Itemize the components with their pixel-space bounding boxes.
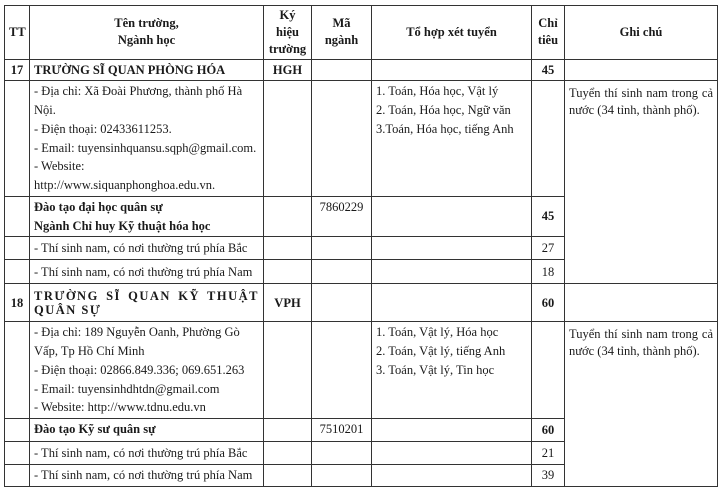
school-contact — [30, 81, 264, 197]
program-major-code: 7860229 — [312, 196, 372, 237]
school-code: HGH — [264, 59, 312, 81]
header-combo: Tổ hợp xét tuyển — [372, 6, 532, 60]
school-tt: 17 — [5, 59, 30, 81]
info-line: - Địa chỉ: Xã Đoài Phương, thành phố Hà Nội. — [34, 84, 243, 118]
quota-label: - Thí sinh nam, có nơi thường trú phía Nam — [30, 260, 264, 284]
combos-line: 2. Toán, Vật lý, tiếng Anh — [376, 344, 506, 359]
program-name-line: Đào tạo đại học quân sự — [34, 199, 163, 214]
program-name-line: Đào tạo Kỹ sư quân sự — [34, 422, 156, 437]
header-name — [30, 6, 264, 60]
header-major — [312, 6, 372, 60]
school-row — [5, 59, 718, 81]
header-quota — [532, 6, 565, 60]
school-contact — [30, 322, 264, 419]
note: Tuyển thí sinh nam trong cả nước (34 tỉnh, thành phố). — [565, 81, 718, 284]
school-quota: 45 — [532, 59, 565, 81]
header-code — [264, 6, 312, 60]
header-quota-text: Chỉ tiêu — [537, 16, 559, 48]
school-name: TRƯỜNG SĨ QUAN PHÒNG HÓA — [30, 59, 264, 81]
combos-line: 1. Toán, Hóa học, Vật lý — [376, 84, 499, 99]
quota-value: 27 — [532, 237, 565, 260]
school-name: TRƯỜNG SĨ QUAN KỸ THUẬT QUÂN SỰ — [30, 284, 264, 322]
subject-combos — [372, 322, 532, 419]
school-info-row — [5, 322, 718, 419]
header-tt: TT — [5, 6, 30, 60]
combos-line: 3. Toán, Vật lý, Tin học — [376, 362, 495, 377]
quota-value: 21 — [532, 442, 565, 465]
school-code: VPH — [264, 284, 312, 322]
info-line: - Điện thoại: 02866.849.336; 069.651.263 — [34, 362, 245, 377]
program-major-code: 7510201 — [312, 419, 372, 442]
school-quota: 60 — [532, 284, 565, 322]
subject-combos — [372, 81, 532, 197]
note: Tuyển thí sinh nam trong cả nước (34 tỉnh, thành phố). — [565, 322, 718, 487]
combos-line: 1. Toán, Vật lý, Hóa học — [376, 325, 499, 340]
info-line: - Điện thoại: 02433611253. — [34, 121, 172, 136]
info-line: - Địa chỉ: 189 Nguyễn Oanh, Phường Gò Vấp, Tp Hồ Chí Minh — [34, 325, 240, 359]
info-line: - Website: http://www.siquanphonghoa.edu.vn. — [34, 159, 216, 193]
info-line: - Email: tuyensinhdhtdn@gmail.com — [34, 381, 220, 396]
combos-line: 3.Toán, Hóa học, tiếng Anh — [376, 121, 514, 136]
info-line: - Email: tuyensinhquansu.sqph@gmail.com. — [34, 140, 257, 155]
header-code-text: Ký hiệu trường — [268, 8, 307, 56]
info-line: - Website: http://www.tdnu.edu.vn — [34, 400, 206, 415]
program-name — [30, 419, 264, 442]
program-name-line: Ngành Chỉ huy Kỹ thuật hóa học — [34, 218, 211, 233]
combos-line: 2. Toán, Hóa học, Ngữ văn — [376, 103, 511, 118]
program-name — [30, 196, 264, 237]
school-tt: 18 — [5, 284, 30, 322]
school-row — [5, 284, 718, 322]
program-quota: 60 — [532, 419, 565, 442]
quota-value: 39 — [532, 465, 565, 487]
quota-label: - Thí sinh nam, có nơi thường trú phía Nam — [30, 465, 264, 487]
admissions-table — [4, 5, 718, 487]
header-major-text: Mã ngành — [324, 16, 359, 48]
header-note: Ghi chú — [565, 6, 718, 60]
quota-label: - Thí sinh nam, có nơi thường trú phía Bắc — [30, 237, 264, 260]
quota-value: 18 — [532, 260, 565, 284]
school-info-row — [5, 81, 718, 197]
quota-label: - Thí sinh nam, có nơi thường trú phía Bắc — [30, 442, 264, 465]
program-quota: 45 — [532, 196, 565, 237]
header-name-text: Tên trường, Ngành học — [114, 16, 179, 48]
